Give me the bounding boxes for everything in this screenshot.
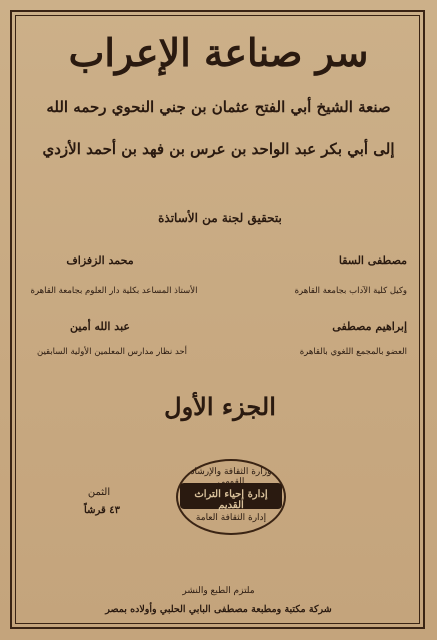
author-line: صنعة الشيخ أبي الفتح عثمان بن جني النحوي رحمه الله [46, 98, 391, 116]
editor-name: إبراهيم مصطفى [332, 320, 407, 333]
editor-name: عبد الله أمين [70, 320, 130, 333]
publisher-line-1: ملتزم الطبع والنشر [182, 586, 255, 596]
ministry-emblem [176, 459, 286, 535]
emblem-bottom-text: إدارة الثقافة العامة [195, 513, 267, 523]
editor-title: أحد نظار مدارس المعلمين الأولية السابقين [36, 347, 188, 357]
publisher-line-2: شركة مكتبة ومطبعة مصطفى البابي الحلبي وأولاده بمصر [105, 604, 332, 615]
transmitter-line: إلى أبي بكر عبد الواحد بن عرس بن فهد بن أحمد الأزدي [42, 140, 395, 158]
editor-title: العضو بالمجمع اللغوي بالقاهرة [299, 347, 407, 357]
emblem-middle-text: إدارة إحياء التراث القديم [194, 489, 268, 511]
editor-name: مصطفى السقا [338, 254, 407, 267]
emblem-top-text: وزارة الثقافة والإرشاد القومي [190, 467, 272, 487]
edited-by-line: بتحقيق لجنة من الأساتذة [158, 211, 282, 225]
price-label: الثمن [87, 487, 111, 498]
editor-name: محمد الزفزاف [66, 254, 134, 267]
editor-title: الأستاذ المساعد بكلية دار العلوم بجامعة القاهرة [30, 286, 198, 296]
volume-label: الجزء الأول [164, 392, 276, 421]
book-title: سر صناعة الإعراب [68, 30, 369, 75]
price-value: ٤٣ قرشاً [84, 505, 120, 516]
editor-title: وكيل كلية الآداب بجامعة القاهرة [294, 286, 407, 296]
